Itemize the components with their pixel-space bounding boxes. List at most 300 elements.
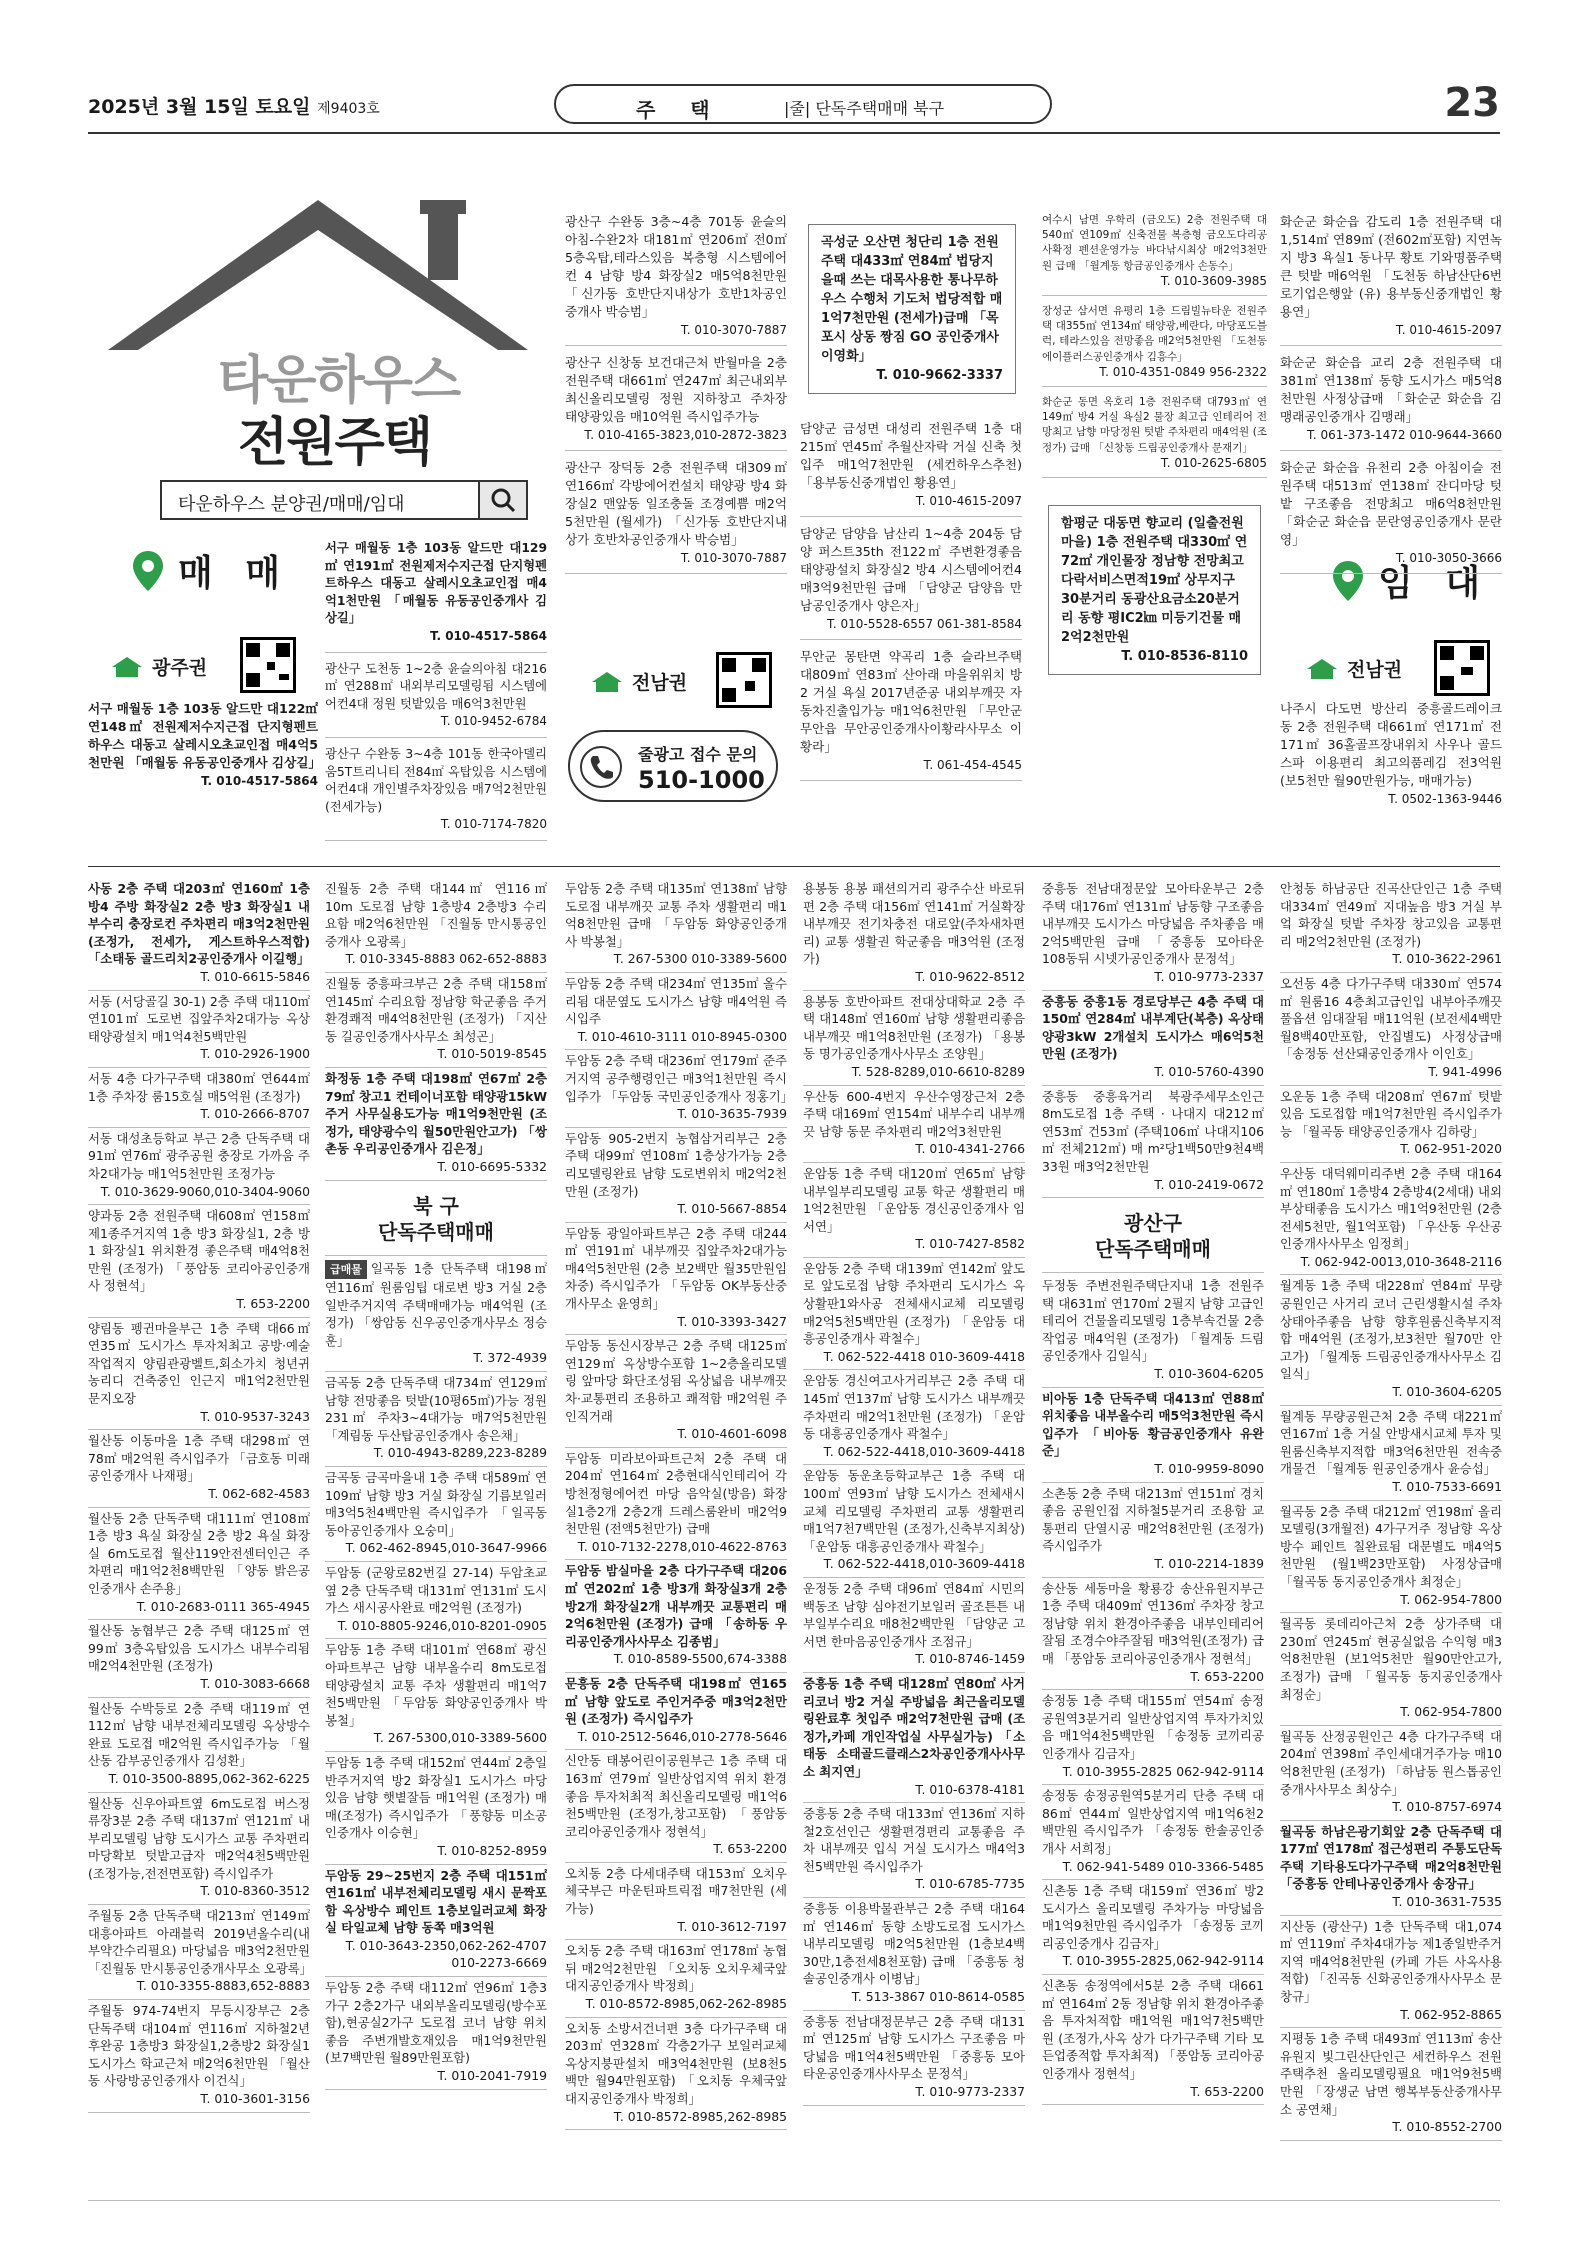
listing-phone: T. 010-4601-6098 (677, 1426, 787, 1442)
listing-text: 오치동 2층 다세대주택 대153㎡ 오치우체국부근 마운틴파트릭접 매7천만원 (세가능) (565, 1865, 787, 1917)
listing-item (1280, 1823, 1502, 1916)
listing-item (803, 1675, 1025, 1803)
listing-phone: T. 062-954-7800 (1400, 1591, 1502, 1607)
listing-item (88, 880, 310, 991)
listing-text: 중흥동 1층 주택 대128㎡ 연80㎡ 사거리코너 방2 거실 주방넓음 최근올리모델링완료후 첫입주 매2억7천만원 급매 (조정가,카페 개인작업실 사무실가능) 「소태동 소태골드클래스2차공인중개사사무소 최지연」 (803, 1675, 1025, 1779)
listing-item (1042, 880, 1264, 991)
listing-text: 서동 대성초등학교 부근 2층 단독주택 대91㎡ 연76㎡ 광주공원 충장로 가까움 주차2대가능 매1억5천만원 조정가능 (88, 1130, 310, 1181)
listing-item (1042, 1977, 1264, 2105)
listing-text: 오치동 소방서건너편 3층 다가구주택 대203㎡ 연328㎡ 각층2가구 보일러교체 옥상지붕판설치 매3억4천만원 (보8천5백만 월94만원포함) 「오치동 우체국앞 대지공인중개사 박정희」 (565, 2020, 787, 2106)
listing-text: 광산구 도천동 1~2층 윤슬의아침 대216㎡ 연288㎡ 내외부리모델링됨 시스템에어컨4대 정원 텃밭있음 매6억3천만원 (325, 661, 547, 711)
district-category: 단독주택매매 (378, 1219, 494, 1244)
listing-text: 중흥동 전남대정문앞 모아타운부근 2층 주택 대176㎡ 연131㎡ 남동향 구조좋음 내부깨끗 도시가스 마당넓음 주차좋음 매2억5백만원 급매 「중흥동 모아타운 108동뒤 시넷가공인중개사 문정석」 (1042, 881, 1264, 967)
listing-phone: T. 653-2200 (1190, 2083, 1264, 2099)
listing-item (1042, 1787, 1264, 1880)
listing-text: 화순군 화순읍 유천리 2층 아침이슬 전원주택 대513㎡ 연138㎡ 잔디마당 텃밭 구조좋음 전망최고 매6억8천만원 「화순군 화순읍 문란영공인중개사 문란영」 (1280, 460, 1502, 547)
listing-text: 중흥동 중흥1동 경로당부근 4층 주택 대150㎡ 연284㎡ 내부계단(복층) 옥상태양광3kW 2개설치 도시가스 매6억5천만원 (조정가) (1042, 993, 1264, 1062)
listing-text: 두암동 광일아파트부근 2층 주택 대244㎡ 연191㎡ 내부깨끗 집앞주차2대가능 매4억5천만원 (2층 보2백만 월35만원임차중) 즉시입주가 「두암동 OK부동산중개사무소 윤영희」 (565, 1225, 787, 1312)
listing-phone: T. 010-8572-8985,262-8985 (613, 2108, 787, 2124)
listing-text: 두암동 1층 주택 대101㎡ 연68㎡ 광신아파트부근 남향 내부올수리 8m도로접 태양광설치 교통 주차 생활편리 매1억7천5백만원 「두암동 화양공인중개사 박봉철」 (325, 1642, 547, 1728)
search-icon (480, 482, 526, 518)
listing-item (803, 880, 1025, 991)
listing-phone: T. 010-2926-1900 (200, 1046, 310, 1062)
listing-text: 양과동 2층 전원주택 대608㎡ 연158㎡ 제1종주거지역 1층 방3 화장실1, 2층 방1 화장실1 위치환경 좋은주택 매4억8천만원 (조정가) 「풍암동 코리아공인중개사 정현석」 (88, 1208, 310, 1294)
listing-phone: T. 010-9622-8512 (915, 968, 1025, 984)
listing-text: 오치동 2층 주택 대163㎡ 연178㎡ 농협뒤 매2억2천만원 「오치동 오치우체국앞 대지공인중개사 박정희」 (565, 1943, 787, 1994)
listing-phone: T. 653-2200 (236, 1296, 310, 1312)
urgent-badge: 급매물 (325, 1260, 367, 1280)
listing-text: 화순군 화순읍 교리 2층 전원주택 대381㎡ 연138㎡ 동향 도시가스 매5억8천만원 사정상급매 「화순군 화순읍 김맹래공인중개사 김맹래」 (1280, 355, 1502, 424)
listing-item (325, 1979, 547, 2090)
listing-text: 운암동 1층 주택 대120㎡ 연65㎡ 남향 내부일부리모델링 교통 학군 생활편리 매1억2천만원 「운암동 경신공인중개사 임서연」 (803, 1165, 1025, 1234)
section-subtitle: |줄| 단독주택매매 북구 (784, 99, 945, 118)
listing-text: 운암동 경신여고사거리부근 2층 주택 대145㎡ 연137㎡ 남향 도시가스 내부깨끗 주차편리 매2억1천만원 (조정가) 「운암동 대흥공인중개사 곽철수」 (803, 1373, 1025, 1442)
listing-item (325, 746, 547, 841)
listing-text: 신촌동 1층 주택 대159㎡ 연36㎡ 방2 도시가스 올리모델링 주차가능 마당넓음 매1억9천만원 즉시입주가 「송정동 코끼리공인중개사 김금자」 (1042, 1883, 1264, 1951)
listing-text: 두암동 미라보아파트근처 2층 주택 대204㎡ 연164㎡ 2층현대식인테리어 각방천정형에어컨 마당 음악실(방음) 화장실1층2개 2층2개 드레스룸완비 매2억9천만원 (전액5천만가) 급매 (565, 1450, 787, 1537)
listing-phone: T. 062-462-8945,010-3647-9966 (345, 1540, 547, 1556)
listing-text: 운암동 동운초등학교부근 1층 주택 대100㎡ 연93㎡ 남향 도시가스 전체새시교체 리모델링 주차편리 교통 생활편리 매1억7천7백만원 (조정가,신축부지최상) 「운암동 대흥공인중개사 곽철수」 (803, 1468, 1025, 1554)
search-button[interactable] (478, 482, 526, 518)
listing-item (88, 1130, 310, 1205)
sale-label: 매 매 (178, 553, 291, 594)
footer-rule (88, 2200, 1500, 2201)
listing-column-2 (325, 540, 547, 849)
listing-text: 진월동 중흥파크부근 2층 주택 대158㎡ 연145㎡ 수리요함 정남향 학군좋음 주거환경쾌적 매4억8천만원 (조정가) 「지산동 길공인중개사사무소 최성곤」 (325, 975, 547, 1044)
listing-text: 화순군 동면 옥호리 1층 전원주택 대793㎡ 연149㎡ 방4 거실 욕실2 물장 최고급 인테리어 전망최고 남향 마당정원 텃밭 주차편리 매4억원 (조정가) 급매 「신창동 드림공인중개사 문재기」 (1042, 396, 1267, 454)
listing-phone: T. 010-5528-6557 061-381-8584 (827, 617, 1022, 631)
listing-phone: T. 010-2041-7919 (437, 2068, 547, 2084)
listing-item (88, 1795, 310, 1906)
listing-text: 광산구 수완동 3층~4층 701동 윤슬의아침-수완2차 대181㎡ 연206㎡ 전0㎡ 5층옥탑,테라스있음 복층형 시스템에어컨 4 남향 방4 화장실2 매5억8천만원 「신가동 호반단지내상가 호반1차공인중개사 박승범」 (565, 214, 787, 319)
region-gwangju: 광주권 (110, 653, 207, 680)
listing-phone: T. 941-4996 (1428, 1063, 1502, 1079)
listing-text: 중흥동 전남대정문부근 2층 주택 대131㎡ 연125㎡ 남향 도시가스 구조좋음 마당넓음 매1억4천5백만원 「중흥동 모아타운공인중개사사무소 문정석」 (803, 2013, 1025, 2082)
listing-item (325, 1260, 547, 1373)
region-jeonnam-rent: 전남권 (1305, 655, 1402, 682)
listing-text: 화정동 1층 주택 대198㎡ 연67㎡ 2층 79㎡ 창고1 컨테이너포함 태양광15kW 주거 사무실용도가능 매1억9천만원 (조정가, 태양광수익 월50만원안고가) 「쌍촌동 우리공인중개사 김은정」 (325, 1070, 548, 1157)
listing-item (565, 1942, 787, 2017)
phone-icon (580, 746, 622, 788)
listing-item (803, 1165, 1025, 1258)
listing-phone: T. 010-9537-3243 (200, 1408, 310, 1424)
listing: 서구 매월동 1층 103동 알드만 대122㎡ 연148㎡ 전원제저수지근접 단지형펜트하우스 대동고 살레시오초교인접 매4억5천만원 「매월동 유동공인중개사 김상길」 T. 010-4517-5864 (88, 701, 321, 788)
listing-text: 신촌동 송정역에서5분 2층 주택 대661㎡ 연164㎡ 2동 정남향 위치 환경아주좋음 투자처적합 매1억원 매1억7천5백만원 (조정가,사옥 상가 다가구주택 기타 모든업종적합 투자최적) 「풍암동 코리아공인중개사 정현석」 (1042, 1978, 1264, 2082)
district-category: 단독주택매매 (1095, 1237, 1211, 1262)
listing-item (88, 2002, 310, 2113)
listing-text: 광산구 수완동 3~4층 101동 한국아델리움5T트리니티 전84㎡ 옥탑있음 시스템에어컨4대 개인별주차장있음 매7억2천만원 (전세가능) (325, 746, 547, 814)
listing-item (565, 1675, 787, 1750)
listing-text: 두정동 주변전원주택단지내 1층 전원주택 대631㎡ 연170㎡ 2필지 남향 고급인테리어 건물올리모델링 1층부속건물 2층작업공 매4억원 (조정가) 「월계동 드림공인중개사 김일식」 (1042, 1278, 1264, 1364)
listing-phone: T. 513-3867 010-8614-0585 (851, 1989, 1025, 2005)
listing-item (1280, 975, 1502, 1086)
listing-phone: T. 010-9773-2337 (915, 2084, 1025, 2099)
listing-column-4 (800, 420, 1022, 789)
category-search-bar[interactable] (160, 480, 528, 520)
listing-column-5 (1042, 213, 1267, 486)
listing-item (325, 1867, 547, 1978)
listing-item (88, 993, 310, 1068)
listing-item (88, 1207, 310, 1318)
listing-text: 두암동 905-2번지 농협삼거리부근 2층 주택 대99㎡ 연108㎡ 1층상가가능 2층리모델링완료 남향 도로변위치 매2억2천만원 (조정가) (565, 1130, 787, 1199)
listing-item (1280, 354, 1502, 451)
listing-phone: T. 010-6615-5846 (200, 968, 310, 984)
listing-phone: T. 010-5019-8545 (437, 1046, 547, 1062)
listing-item (1042, 1390, 1264, 1483)
listing-text: 오선동 4층 다가구주택 대330㎡ 연574㎡ 원룸16 4층최고급인입 내부아주깨끗 풀옵션 임대잘됨 매11억원 (보전세4백만 월8백40만포함, 안집별도) 사정상급매 「송정동 선산돼공인중개사 이인호」 (1280, 975, 1502, 1062)
listing-text: 금곡동 2층 단독주택 대734㎡ 연129㎡ 남향 전망좋음 텃밭(10평65㎡)가능 정원 231㎡ 주차3~4대가능 매7억5천만원 「계림동 두산탑공인중개사 송은채」 (325, 1375, 547, 1443)
listing-item (803, 1088, 1025, 1163)
listing-item (1042, 1692, 1264, 1785)
listing-phone: T. 010-4351-0849 956-2322 (1099, 364, 1267, 379)
listing-item (1042, 1088, 1264, 1199)
listing-phone: T. 010-3635-7939 (677, 1106, 787, 1122)
listing-phone: T. 010-3622-2961 (1392, 951, 1502, 967)
listing-item (88, 1622, 310, 1697)
listing-phone: T. 528-8289,010-6610-8289 (851, 1063, 1025, 1079)
listing-phone: T. 010-4165-3823,010-2872-3823 (584, 428, 787, 442)
listing-item (800, 420, 1022, 517)
qr-code[interactable] (1434, 640, 1490, 696)
listing-text: 일곡동 1층 단독주택 대198㎡ 연116㎡ 원룸임팁 대로변 방3 거실 2층일반주거지역 주택매매가능 매4억원 (조정가) 「쌍암동 신우공인중개사무소 정승훈」 (325, 1260, 547, 1348)
listing-text: 월곡동 2층 주택 대212㎡ 연198㎡ 올리모델링(3개월전) 4가구거주 정남향 옥상방수 페인트 칠완료됨 대문별도 매4억5천만원 (월1백23만포함) 사정상급매 「월곡동 동지공인중개사 최정순」 (1280, 1503, 1502, 1589)
listing-text: 월계동 1층 주택 대228㎡ 연84㎡ 무량공원인근 사거리 코너 근린생활시설 주차 상태아주좋음 남향 향후원룸신축부지적합 매4억원 (조정가,보3천만 월70만 안고가) 「월계동 드림공인중개사사무소 김일식」 (1280, 1278, 1502, 1382)
hero-title-country-house: 전원주택 (238, 413, 431, 473)
listing-text: 지평동 1층 주택 대493㎡ 연113㎡ 송산유원지 빛그린산단인근 세컨하우스 전원주택추천 올리모델링필요 매1억9천5백만원 「장생군 남면 행복부동산중개사무소 공연채」 (1280, 2031, 1502, 2117)
listing-phone: T. 010-2625-6805 (1160, 455, 1267, 470)
listing-text: 서동 4층 다가구주택 대380㎡ 연644㎡ 1층 주차장 룸15호실 매5억원 (조정가) (88, 1070, 310, 1104)
listing-text: 월곡동 하남은광기회앞 2층 단독주택 대177㎡ 연178㎡ 접근성편리 주통도단독주택 기타용도다가구주택 매2억8천만원 「중흥동 안테나공인중개사 송장규」 (1280, 1823, 1502, 1892)
listing-phone: T. 010-9959-8090 (1154, 1461, 1264, 1477)
district-name: 광산구 (1124, 1211, 1182, 1236)
listing-item (1042, 213, 1267, 296)
hero-title-townhouse: 타운하우스 (218, 351, 460, 411)
listing-text: 두암동 (군왕로82번길 27-14) 두암초교 옆 2층 단독주택 대131㎡ 연131㎡ 도시가스 새시공사완료 매2억원 (조정가) (325, 1565, 547, 1616)
listing-phone: T. 010-7427-8582 (915, 1236, 1025, 1252)
listing-text: 무안군 몽탄면 약곡리 1층 슬라브주택 대809㎡ 연83㎡ 산아래 마을위위치 방2 거실 욕실 2017년준공 내외부깨끗 자동차진출입가능 매1억6천만원 「무안군 무안읍 무안공인중개사이황라사무소 이황라」 (800, 649, 1022, 754)
listing-item (803, 2013, 1025, 2106)
listing-phone: T. 010-2419-0672 (1154, 1176, 1264, 1192)
listing-item (1280, 1615, 1502, 1726)
listing-text: 진월동 2층 주택 대144㎡ 연116㎡ 10m 도로접 남향 1층방4 2층방3 수리요함 매2억6천만원 「진월동 만시통공인중개사 오광록」 (325, 881, 547, 949)
listing-item (803, 1805, 1025, 1898)
listing-item (565, 213, 787, 346)
listing-item (565, 1225, 787, 1336)
listing-text: 지산동 (광산구) 1층 단독주택 대1,074㎡ 연119㎡ 주차4대가능 제1종일반주거지역 매4억8천만원 (카페 가든 사옥사용적합) 「진곡동 신화공인중개사사무소 문창규」 (1280, 1918, 1502, 2005)
listing-text: 운암동 2층 주택 대139㎡ 연142㎡ 앞도로 앞도로접 남향 주차편리 도시가스 옥상활판1와사공 전체새시교체 리모델링 매2억5천5백만원 (조정가) 「운암동 대흥공인중개사 곽철수」 (803, 1260, 1025, 1347)
qr-code[interactable] (240, 637, 296, 693)
listing-text: 여수시 남면 우학리 (금오도) 2층 전원주택 대540㎡ 연109㎡ 신축전물 복층형 금오도다리공사확정 펜션운영가능 바다낚시최상 매2억3천만원 급매 「월계동 항금공인중개사 손동수」 (1042, 214, 1267, 272)
listing-phone: T. 010-3955-2825 062-942-9114 (1062, 1763, 1264, 1779)
listing-phone: T. 010-8252-8959 (437, 1842, 547, 1858)
listing-item (1280, 459, 1502, 574)
listing-phone: T. 010-2214-1839 (1154, 1556, 1264, 1571)
listing-text: 오운동 1층 주택 대208㎡ 연67㎡ 텃밭있음 도로접합 매1억7천만원 즉시입주가능 「월곡동 태양공인중개사 김하랑」 (1280, 1088, 1502, 1139)
listing-phone: T. 010-7533-6691 (1392, 1479, 1502, 1494)
listing-text: 두암동 밤실마을 2층 다가구주택 대206㎡ 연202㎡ 1층 방3개 화장실3개 2층방2개 화장실2개 내부깨끗 교통편리 매2억6천만원 (조정가) 급매 「송하동 우리공인중개사사무소 김종범」 (565, 1563, 787, 1649)
listing-phone: T. 010-4943-8289,223-8289 (373, 1445, 547, 1461)
sale-section-header (130, 545, 290, 596)
listing-phone: T. 010-3601-3156 (200, 2091, 310, 2106)
listing-item (88, 1700, 310, 1793)
listing-item (325, 1469, 547, 1562)
listing-phone: T. 010-3643-2350,062-262-4707 010-2273-6669 (345, 1937, 547, 1971)
listing-item (1042, 1485, 1264, 1578)
listing-item (1280, 1918, 1502, 2029)
listing-item (325, 1070, 547, 1181)
listing-text: 비아동 1층 단독주택 대413㎡ 연88㎡ 위치좋음 내부올수리 매5억3천만원 즉시입주가 「비아동 황금공인중개사 유완준」 (1042, 1390, 1264, 1459)
listing-text: 문흥동 2층 단독주택 대198㎡ 연165㎡ 남향 앞도로 주인거주중 매3억2천만원 (조정가) 즉시입주가 (565, 1675, 787, 1727)
listing-text: 월산동 신우아파트옆 6m도로접 버스정류장3분 2층 주택 대137㎡ 연121㎡ 내부리모델링 남향 도시가스 교통 주차편리 마당확보 텃밭고급자 매2억4천5백만원 (조정가능,전전면포함) 즉시입주가 (88, 1795, 310, 1881)
listing-item (565, 880, 787, 973)
listing-phone: T. 267-5300 010-3389-5600 (613, 951, 787, 967)
listing-phone: T. 653-2200 (713, 1841, 787, 1857)
listing-phone: T. 010-3083-6668 (200, 1675, 310, 1691)
listing-phone: T. 010-3070-7887 (680, 323, 787, 337)
house-icon (590, 670, 624, 694)
listing-phone: T. 010-3050-3666 (1395, 551, 1502, 565)
listing-phone: T. 010-2683-0111 365-4945 (136, 1598, 310, 1614)
listing-text: 월산동 농협부근 2층 주택 대125㎡ 연99㎡ 3층옥탑있음 도시가스 내부수리됨 매2억4천만원 (조정가) (88, 1623, 310, 1674)
listing-phone: T. 010-3500-8895,062-362-6225 (108, 1770, 310, 1786)
listing-item (1280, 1088, 1502, 1163)
listing-text: 안청동 하남공단 진곡산단인근 1층 주택 대334㎡ 연49㎡ 지대높음 방3 거실 부엌 화장실 텃밭 주차장 창고있음 교통편리 매2억2천만원 (조정가) (1280, 881, 1502, 949)
listing-text: 월곡동 롯데리아근처 2층 상가주택 대230㎡ 연245㎡ 현공실없음 수익형 매3억8천만원 (보1억5천만 월90만안고가, 조정가) 급매 「월곡동 동지공인중개사 최정순」 (1280, 1616, 1502, 1702)
listing-phone: T. 062-954-7800 (1400, 1704, 1502, 1720)
listing-phone: T. 010-3070-7887 (680, 551, 787, 565)
listing-text: 송정동 1층 주택 대155㎡ 연54㎡ 송정공원역3분거리 일반상업지역 투자가치있음 매1억4천5백만원 「송정동 코끼리공인중개사 김금자」 (1042, 1693, 1264, 1761)
listing-item (325, 1564, 547, 1639)
listing-item (565, 1450, 787, 1561)
listing-item (800, 525, 1022, 640)
listing-phone: T. 010-2666-8707 (200, 1106, 310, 1122)
listing-text: 월산동 수박등로 2층 주택 대119㎡ 연112㎡ 남향 내부전체리모델링 옥상방수완료 도로접 매2억원 즉시입주가능 「월산동 감부공인중개사 김성환」 (88, 1700, 310, 1769)
listing-phone: T. 010-4341-2766 (915, 1141, 1025, 1157)
listing-item (325, 1374, 547, 1467)
listing-item (88, 1510, 310, 1621)
listing-text: 소촌동 2층 주택 대213㎡ 연151㎡ 경치좋음 공원인접 지하철5분거리 조용함 교통편리 단열시공 매2억8천만원 (조정가) 즉시입주가 (1042, 1485, 1264, 1554)
issue-date: 2025년 3월 15일 토요일 제9403호 (88, 96, 380, 118)
listing-text: 두암동 2층 주택 대112㎡ 연96㎡ 1층3가구 2층2가구 내외부올리모델링(방수포함),현공실2가구 도로접 코너 남향 위치좋음 주변개발호재있음 매1억9천만원 (보7백만원 월89만원포함) (325, 1980, 547, 2066)
listing-text: 두암동 2층 주택 대236㎡ 연179㎡ 준주거지역 공주행령인근 매3억1천만원 즉시입주가 「두암동 국민공인중개사 정홍기」 (565, 1053, 794, 1104)
featured-listing: 곡성군 오산면 청단리 1층 전원주택 대433㎡ 연84㎡ 법당지을때 쓰는 대목사용한 통나무하우스 수행처 기도처 법당적합 매1억7천만원 (전세가)급매 「목포시 상동 짱짐 GO 공인중개사 이영화」 T. 010-9662-3337 (808, 224, 1016, 394)
listing-item (88, 1320, 310, 1431)
listing-column-b (325, 880, 547, 2092)
listing-phone: T. 010-8805-9246,010-8201-0905 (337, 1617, 547, 1633)
listing-text: 운정동 2층 주택 대96㎡ 연84㎡ 시민의 백동조 남향 심야전기보일러 골조튼튼 내부일부수리요 매8천2백만원 「담양군 고서면 한마음공인중개사 조점규」 (803, 1580, 1025, 1649)
ad-inquiry-banner[interactable] (568, 730, 778, 802)
listing-item (325, 661, 547, 738)
listing-item (565, 1337, 787, 1448)
listing-item (1280, 1503, 1502, 1614)
listing-text: 장성군 삼서면 유평리 1층 드림빌뉴타운 전원주택 대355㎡ 연134㎡ 태양광,베란다, 마당포도블럭, 테라스있음 전망좋음 매2억5천만원 「도천동 에이플러스공인중개사 김흥수」 (1042, 305, 1267, 363)
listing-item (803, 1260, 1025, 1371)
page-number: 23 (1444, 80, 1500, 126)
listing-phone: T. 062-522-4418,010-3609-4418 (823, 1443, 1025, 1459)
listing-item (1280, 1165, 1502, 1276)
listing-item (803, 1580, 1025, 1673)
listing-item (1280, 880, 1502, 973)
listing-phone: T. 010-4517-5864 (430, 628, 547, 643)
listing-text: 화순군 화순읍 감도리 1층 전원주택 대1,514㎡ 연89㎡ (전602㎡포함) 지연녹지 방3 욕실1 동나무 황토 기와명품주택 큰 텃밭 매6억원 「도천동 하남산단6번로기업은행앞 (유) 용부동신중개법인 황용연」 (1280, 214, 1502, 319)
listing-text: 월산동 이동마을 1층 주택 대298㎡ 연78㎡ 매2억원 즉시입주가 「금호동 미래공인중개사 나재평」 (88, 1433, 310, 1484)
listing-phone: T. 062-682-4583 (208, 1486, 310, 1501)
listing-text: 두암동 1층 주택 대152㎡ 연44㎡ 2층일반주거지역 방2 화장실1 도시가스 마당있음 남향 햇볕잘듬 매1억원 (조정가) 매매(조정가) 즉시입주가 「풍향동 미소공인중개사 이승현」 (325, 1754, 547, 1841)
listing-item (565, 1562, 787, 1673)
listing-phone: T. 010-8757-6974 (1392, 1799, 1502, 1815)
listing-text: 담양군 담양읍 남산리 1~4층 204동 담양 퍼스트35th 전122㎡ 주변환경좋음 태양광설치 화장실2 방4 시스템에어컨4 매3억9천만원 급매 「담양군 담양읍 만남공인중개사 양은자」 (800, 526, 1022, 613)
section-title: 주 택 (636, 98, 724, 122)
listing-phone: T. 062-522-4418 010-3609-4418 (823, 1348, 1025, 1364)
listing-text: 금곡동 금곡마을내 1층 주택 대589㎡ 연109㎡ 남향 방3 거실 화장실 기름보일러 매3억5천4백만원 즉시입주가 「일곡동 동아공인중개사 오숭미」 (325, 1470, 547, 1538)
listing-phone: T. 010-6695-5332 (437, 1158, 547, 1174)
listing-phone: T. 010-6378-4181 (915, 1781, 1025, 1797)
listing-phone: T. 010-3604-6205 (1392, 1384, 1502, 1400)
listing-phone: T. 010-8572-8985,062-262-8985 (585, 1996, 787, 2012)
listing-item (325, 1641, 547, 1752)
listing-text: 주월동 2층 단독주택 대213㎡ 연149㎡ 대흥아파트 아래블럭 2019년올수리(내부약간수리필요) 마당넓음 매3억2천만원 「진월동 만시통공인중개사무소 오광록」 (88, 1908, 313, 1976)
listing-item (1042, 1277, 1264, 1388)
listing-item (1042, 395, 1267, 478)
district-heading-bukgu (325, 1183, 547, 1256)
listing-phone: T. 062-952-8865 (1400, 2006, 1502, 2022)
listing-phone: T. 653-2200 (1190, 1668, 1264, 1684)
listing-item (803, 1900, 1025, 2011)
listing-item (565, 1752, 787, 1863)
section-divider (88, 866, 1500, 867)
listing-phone: T. 062-951-2020 (1400, 1141, 1502, 1157)
listing-text: 중흥동 이용박물관부근 2층 주택 대164㎡ 연146㎡ 동향 소방도로접 도시가스 내부리모델링 매2억5천만원 (1층보4백30만,1층전세8천포함) 급매 「중흥동 청솔공인중개사 이병남」 (803, 1901, 1025, 1987)
listing-phone: T. 010-8746-1459 (915, 1651, 1025, 1667)
region-jeonnam: 전남권 (590, 668, 687, 695)
listing-phone: T. 372-4939 (473, 1350, 547, 1366)
listing-phone: T. 010-3955-2825,062-942-9114 (1062, 1953, 1264, 1969)
listing-phone: T. 010-8360-3512 (200, 1883, 310, 1899)
qr-code[interactable] (716, 652, 772, 708)
listing-text: 중흥동 중흥육거리 북광주세무소인근 8m도로접 1층 주택 · 나대지 대212㎡ 연53㎡ 건53㎡ (주택106㎡ 나대지106㎡ 전체212㎡) 매 m²당1백50만9천4백33원 매3억2천만원 (1042, 1088, 1264, 1174)
listing-phone: T. 062-941-5489 010-3366-5485 (1062, 1858, 1264, 1874)
listing-item (325, 1754, 547, 1865)
inquiry-phone: 510-1000 (638, 766, 765, 794)
listing-text: 두암동 29~25번지 2층 주택 대151㎡ 연161㎡ 내부전체리모델링 새시 문짝포함 옥상방수 페인트 1층보일러교체 화장실 타일교체 남향 동쪽 매3억원 (325, 1867, 547, 1936)
listing-phone: T. 010-3355-8883,652-8883 (136, 1978, 310, 1994)
map-pin-icon (130, 549, 166, 593)
listing-phone: T. 061-454-4545 (923, 758, 1022, 772)
listing-phone: T. 010-5667-8854 (677, 1201, 787, 1217)
listing-text: 광산구 장덕동 2층 전원주택 대309㎡ 연166㎡ 각방에어컨설치 태양광 방4 화장실2 맨앞동 일조충돌 조경예쁨 매2억5천만원 (월세가) 「신가동 호반단지내상가 호반차공인중개사 박승범」 (565, 460, 787, 547)
listing-text: 송산동 세동마을 황룡강 송산유원지부근 1층 주택 대409㎡ 연136㎡ 주차장 창고 정남향 위치 환경아주좋음 내부인테리어잘됨 조경수야주잘됨 매3억원(조정가) 급매 「풍암동 코리아공인중개사 정현석」 (1042, 1580, 1264, 1666)
listing-item (1280, 213, 1502, 346)
listing-text: 양림동 펭귄마을부근 1층 주택 대66㎡ 연35㎡ 도시가스 투자처최고 공방·예술작업적지 양림관광벨트,회소가치 청년귀농리디 건축중인 인근지 매1억2천만원 문지오장 (88, 1320, 310, 1407)
listing-text: 신안동 태봉어린이공원부근 1층 주택 대163㎡ 연79㎡ 일반상업지역 위치 환경좋음 투자처최적 최신올리모델링 매1억6천5백만원 (조정가,창고포함) 「풍암동 코리아공인중개사 정현석」 (565, 1753, 787, 1839)
listing-item (565, 2020, 787, 2131)
listing-text: 송정동 송정공원역5분거리 단층 주택 대86㎡ 연44㎡ 일반상업지역 매1억6천2백만원 즉시입주가 「송정동 한솔공인중개사 서희정」 (1042, 1788, 1264, 1856)
listing-text: 용봉동 호반아파트 전대상대학교 2층 주택 대148㎡ 연160㎡ 남향 생활편리좋음 내부깨끗 매1억8천만원 (조정가) 「용봉동 명가공인중개사사무소 조양원」 (803, 993, 1025, 1062)
listing-phone: T. 062-942-0013,010-3648-2116 (1300, 1253, 1502, 1269)
rent-label: 임 대 (1378, 563, 1491, 604)
listing-phone: T. 010-5760-4390 (1154, 1063, 1264, 1079)
listing-text: 중흥동 2층 주택 대133㎡ 연136㎡ 지하철2호선인근 생활편경편리 교통좋음 주차 내부깨끗 입식 거실 도시가스 매4억3천5백만원 즉시입주가 (803, 1806, 1025, 1874)
listing-item (325, 880, 547, 973)
listing-phone: T. 010-4610-3111 010-8945-0300 (577, 1028, 787, 1044)
listing-text: 두암동 2층 주택 대234㎡ 연135㎡ 올수리됨 대문옆도 도시가스 남향 매4억원 즉시입주 (565, 975, 787, 1027)
house-icon (1305, 657, 1339, 681)
listing-item (565, 1130, 787, 1223)
listing-phone: T. 010-7132-2278,010-4622-8763 (577, 1538, 787, 1554)
listing-item (803, 1372, 1025, 1465)
district-name: 북 구 (413, 1193, 459, 1218)
featured-listing: 함평군 대동면 향교리 (일출전원마을) 1층 전원주택 대330㎡ 연72㎡ 개인물장 정남향 전망최고 다락서비스면적19㎡ 상무지구30분거리 동광산요금소20분거리 동향 평IC2㎞ 미등기건물 매2억2천만원 T. 010-8536-8110 (1048, 505, 1261, 675)
listing-text: 두암동 2층 주택 대135㎡ 연138㎡ 남향 도로접 내부깨끗 교통 주차 생활편리 매1억8천만원 급매 「두암동 화양공인중개사 박봉철」 (565, 881, 787, 949)
listing-text: 광산구 신창동 보건대근처 반월마을 2층 전원주택 대661㎡ 연247㎡ 최근내외부최신올리모델링 정원 지하창고 주차장 태양광있음 매10억원 즉시입주가능 (565, 355, 787, 424)
listing-item (88, 1432, 310, 1507)
header-rule (88, 132, 1500, 134)
listing-phone: T. 010-8589-5500,674-3388 (613, 1651, 787, 1667)
listing-item (803, 1467, 1025, 1578)
listing-column-f (1280, 880, 1502, 2143)
page-header (88, 80, 1500, 130)
listing-phone: T. 061-373-1472 010-9644-3660 (1307, 428, 1502, 442)
listing-item (1280, 2030, 1502, 2141)
listing-phone: T. 010-3629-9060,010-3404-9060 (100, 1183, 310, 1199)
section-pill (554, 84, 1052, 124)
listing-column-e (1042, 880, 1264, 2107)
listing-item (88, 1907, 313, 2000)
listing-phone: T. 010-3612-7197 (677, 1918, 787, 1934)
listing-item (88, 1070, 310, 1128)
listing-phone: T. 010-3393-3427 (677, 1313, 787, 1329)
listing-item (1042, 1882, 1264, 1975)
listing-column-a (88, 880, 313, 2115)
listing-item (565, 1052, 794, 1127)
listing-text: 우산동 600-4번지 우산수영장근처 2층 주택 대169㎡ 연154㎡ 내부수리 내부깨끗 남향 동문 주차편리 매2억3천만원 (803, 1088, 1025, 1139)
listing-item (1042, 993, 1264, 1086)
listing-phone: T. 010-4615-2097 (915, 494, 1022, 508)
listing-phone: T. 010-4615-2097 (1395, 323, 1502, 337)
listing-item (565, 459, 787, 574)
listing-phone: T. 267-5300,010-3389-5600 (373, 1730, 547, 1746)
listing-item (803, 993, 1025, 1086)
listing-column-d (803, 880, 1025, 2108)
listing-text: 담양군 금성면 대성리 전원주택 1층 대215㎡ 연45㎡ 추월산자락 거실 신축 첫입주 매1억7천만원 (세컨하우스추천) 「용부동신중개법인 황용연」 (800, 421, 1022, 490)
listing-phone: T. 010-6785-7735 (915, 1876, 1025, 1892)
listing-item (1280, 1408, 1502, 1501)
house-icon (110, 655, 144, 679)
listing-text: 월산동 2층 단독주택 대111㎡ 연108㎡ 1층 방3 욕실 화장실 2층 방2 욕실 화장실 6m도로접 월산119안전센터인근 주차편리 매1억2천8백만원 「양동 밝은공인중개사 손주용」 (88, 1510, 310, 1596)
listing-item (565, 1865, 787, 1940)
listing-text: 주월동 974-74번지 무등시장부근 2층 단독주택 대104㎡ 연116㎡ 지하철2년후완공 1층방3 화장실1,2층방2 화장실1 도시가스 학교근처 매2억6천만원 「월산동 사랑방공인중개사 이건식」 (88, 2003, 310, 2089)
listing-text: 사동 2층 주택 대203㎡ 연160㎡ 1층 방4 주방 화장실2 2층 방3 화장실1 내부수리 충장로컨 주차편리 매3억2천만원 (조정가, 전세가, 게스트하우스적합) 「소태동 골드리치2공인중개사 이길행」 (88, 881, 310, 967)
listing-text: 두암동 동신시장부근 2층 주택 대125㎡ 연129㎡ 옥상방수포함 1~2층올리모델링 앞마당 화단조성됨 옥상넓음 내부깨끗 차·교통편리 조용하고 쾌적함 매2억원 주인직거래 (565, 1338, 787, 1424)
listing-column-3 (565, 213, 787, 582)
listing-text: 월곡동 산정공원인근 4층 다가구주택 대204㎡ 연398㎡ 주인세대거주가능 매10억8천만원 (조정가) 「하남동 원스톱공인중개사사무소 최상수」 (1280, 1728, 1502, 1797)
listing-text: 서구 매월동 1층 103동 알드만 대129㎡ 연191㎡ 전원제저수지근접 단지형펜트하우스 대동고 살레시오초교인접 매4억1천만원 「매월동 유동공인중개사 김상길」 (325, 541, 547, 626)
listing-column-6 (1280, 213, 1502, 582)
listing-item (325, 975, 547, 1068)
listing-phone: T. 010-3604-6205 (1154, 1366, 1264, 1382)
listing-phone: T. 010-9773-2337 (1154, 968, 1264, 984)
rent-listing: 나주시 다도면 방산리 중흥골드레이크 동 2층 전원주택 대661㎡ 연171㎡ 전171㎡ 36홀골프장내위치 사우나 골드스파 이용편리 최고의품레김 전3억원 (보5천만 월90만원가능, 매매가능) T. 0502-1363-9446 (1280, 701, 1502, 806)
listing-item (1042, 1580, 1264, 1691)
listing-text: 용봉동 용봉 패션의거리 광주수산 바로뒤편 2층 주택 대156㎡ 연141㎡ 거실확장 내부깨끗 전기차충전 대로앞(주차새차편리) 교통 생활권 학군좋음 매3억원 (조정가) (803, 881, 1025, 967)
listing-phone: T. 010-8552-2700 (1392, 2119, 1502, 2135)
listing-item (800, 648, 1022, 781)
listing-phone: T. 010-3631-7535 (1392, 1894, 1502, 1910)
listing-item (1042, 304, 1267, 387)
listing-item (1280, 1277, 1502, 1405)
listing-item (1280, 1728, 1502, 1821)
listing-column-c (565, 880, 794, 2132)
